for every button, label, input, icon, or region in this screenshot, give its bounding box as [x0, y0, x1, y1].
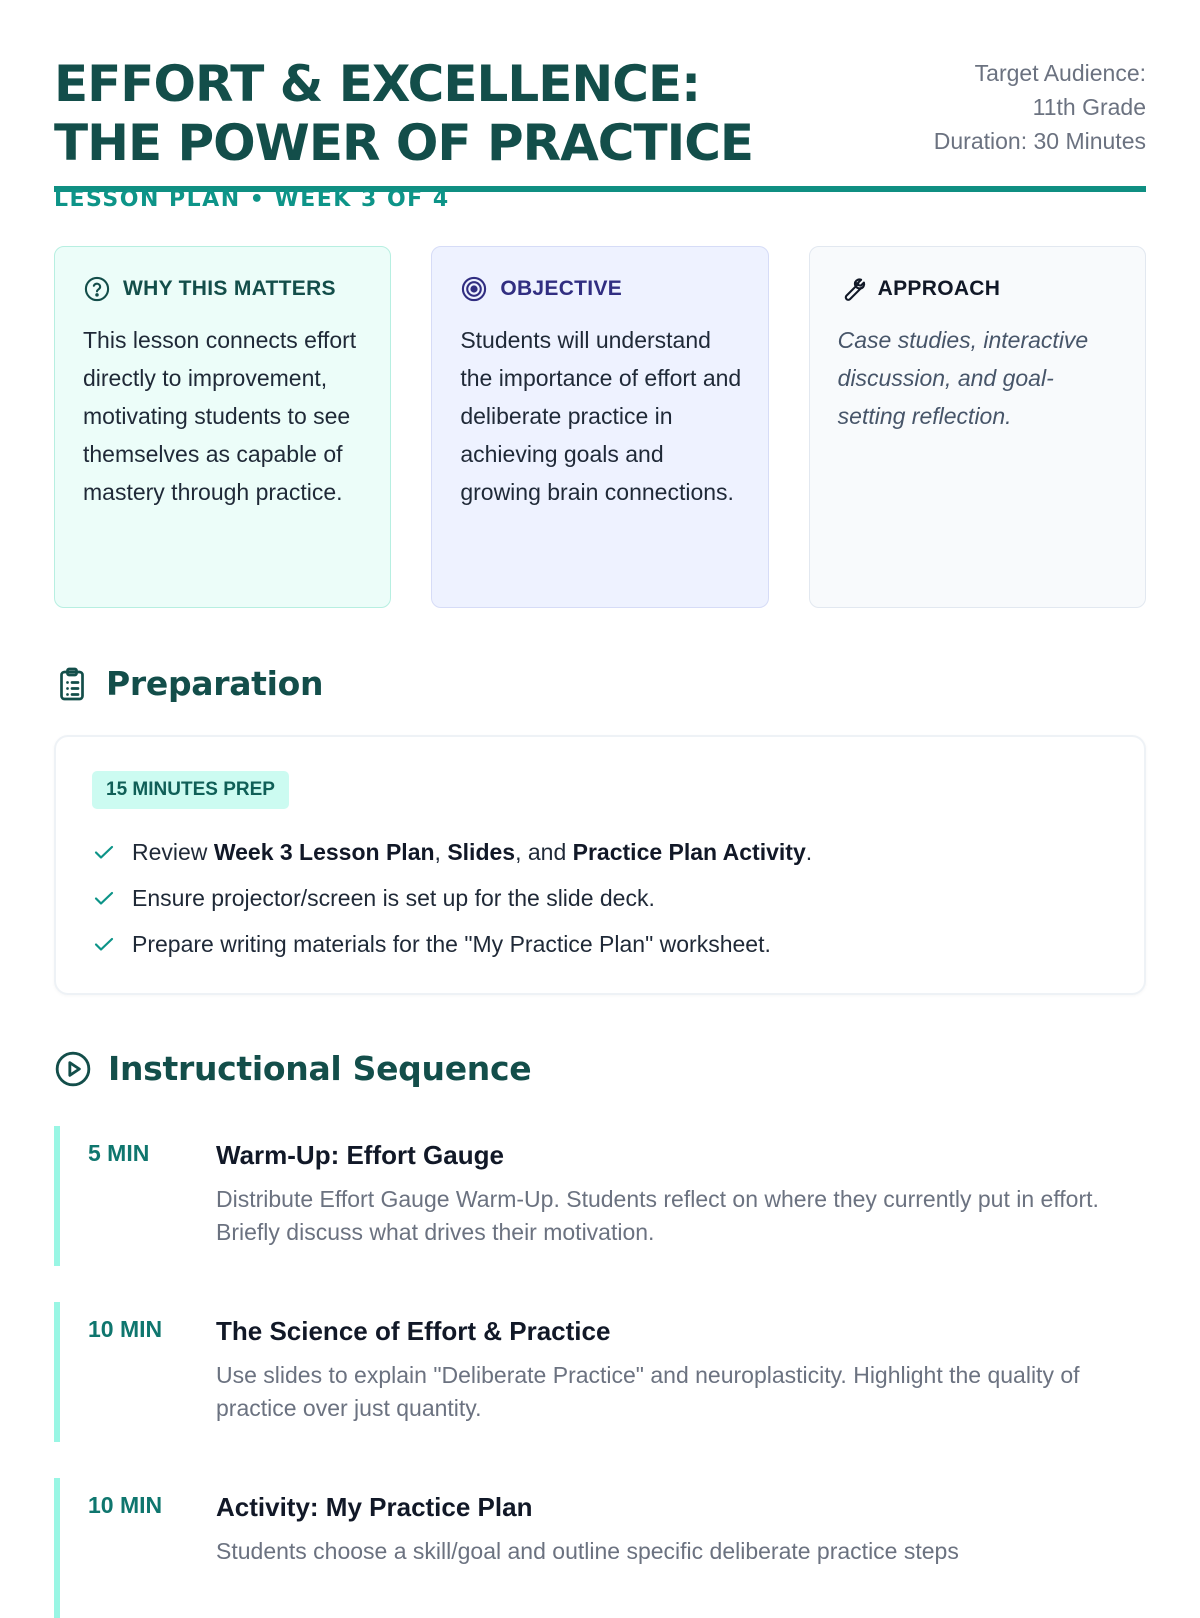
prep-text-segment: ,: [434, 839, 448, 865]
step-description: Students choose a skill/goal and outline specific deliberate practice steps: [216, 1538, 959, 1564]
play-circle-icon: [54, 1050, 92, 1088]
prep-bold-slides: Slides: [447, 839, 516, 865]
step-content: [216, 1478, 1146, 1618]
prep-item-text: Prepare writing materials for the "My Practice Plan" worksheet.: [132, 931, 771, 957]
approach-card-body: Case studies, interactive discussion, and goal-setting reflection.: [837, 327, 1089, 429]
check-icon: [92, 886, 116, 910]
objective-card-header: [460, 275, 741, 303]
duration: Duration: 30 Minutes: [933, 128, 1146, 154]
step-duration: 10 MIN: [88, 1492, 163, 1518]
objective-card-label: OBJECTIVE: [500, 277, 623, 300]
why-card-body: This lesson connects effort directly to improvement, motivating students to see themselves as capable of mastery through practice.: [83, 327, 357, 505]
step-title: Warm-Up: Effort Gauge: [216, 1140, 504, 1170]
step-duration: 10 MIN: [88, 1316, 163, 1342]
approach-card-label: APPROACH: [877, 277, 1001, 300]
wrench-icon: [838, 275, 866, 303]
approach-card-header: [838, 275, 1119, 303]
overview-cards: [54, 246, 1146, 608]
check-icon: [92, 840, 116, 864]
clipboard-icon: [54, 666, 90, 702]
step-description: Use slides to explain "Deliberate Practice" and neuroplasticity. Highlight the quality of practice over just quantity.: [216, 1362, 1080, 1421]
step-description: Distribute Effort Gauge Warm-Up. Students reflect on where they currently put in effort. Briefly discuss what drives their motivation.: [216, 1186, 1099, 1245]
prep-item: [92, 875, 1110, 921]
step-duration: 5 MIN: [88, 1140, 150, 1166]
step-title: The Science of Effort & Practice: [216, 1316, 611, 1346]
objective-card: [431, 246, 768, 608]
prep-item: [92, 921, 1110, 967]
objective-card-body: Students will understand the importance of effort and deliberate practice in achieving goals and growing brain connections.: [460, 327, 742, 505]
sequence-step: [54, 1302, 1146, 1442]
preparation-heading: [54, 664, 1146, 703]
why-card-header: [83, 275, 364, 303]
sequence-step: [54, 1478, 1146, 1618]
prep-bold-activity: Practice Plan Activity: [572, 839, 806, 865]
prep-text-segment: Review: [132, 839, 214, 865]
preparation-title: Preparation: [106, 664, 324, 703]
prep-item: [92, 829, 1110, 875]
page-subtitle: LESSON PLAN • WEEK 3 OF 4: [54, 187, 450, 212]
prep-text-segment: , and: [515, 839, 573, 865]
sequence-step: [54, 1126, 1146, 1266]
why-card-label: WHY THIS MATTERS: [123, 277, 336, 300]
prep-text-segment: .: [805, 839, 813, 865]
approach-card: [809, 246, 1146, 608]
sequence-heading: [54, 1049, 1146, 1088]
preparation-box: [54, 735, 1146, 995]
question-circle-icon: [83, 275, 111, 303]
prep-checklist: [92, 829, 1110, 967]
page-title: EFFORT & EXCELLENCE: THE POWER OF PRACTICE: [54, 55, 754, 172]
prep-item-text: [132, 829, 812, 875]
step-content: [216, 1302, 1146, 1442]
step-content: [216, 1126, 1146, 1266]
instructional-sequence: [54, 1126, 1146, 1618]
prep-item-text: Ensure projector/screen is set up for the slide deck.: [132, 885, 655, 911]
lesson-meta: [926, 56, 1146, 158]
page-header: [54, 0, 1146, 212]
check-icon: [92, 932, 116, 956]
why-this-matters-card: [54, 246, 391, 608]
step-title: Activity: My Practice Plan: [216, 1492, 533, 1522]
sequence-title: Instructional Sequence: [108, 1049, 532, 1088]
prep-bold-lesson-plan: Week 3 Lesson Plan: [213, 839, 435, 865]
prep-time-badge: 15 MINUTES PREP: [92, 771, 289, 809]
target-audience: Target Audience: 11th Grade: [974, 60, 1146, 120]
target-icon: [460, 275, 488, 303]
